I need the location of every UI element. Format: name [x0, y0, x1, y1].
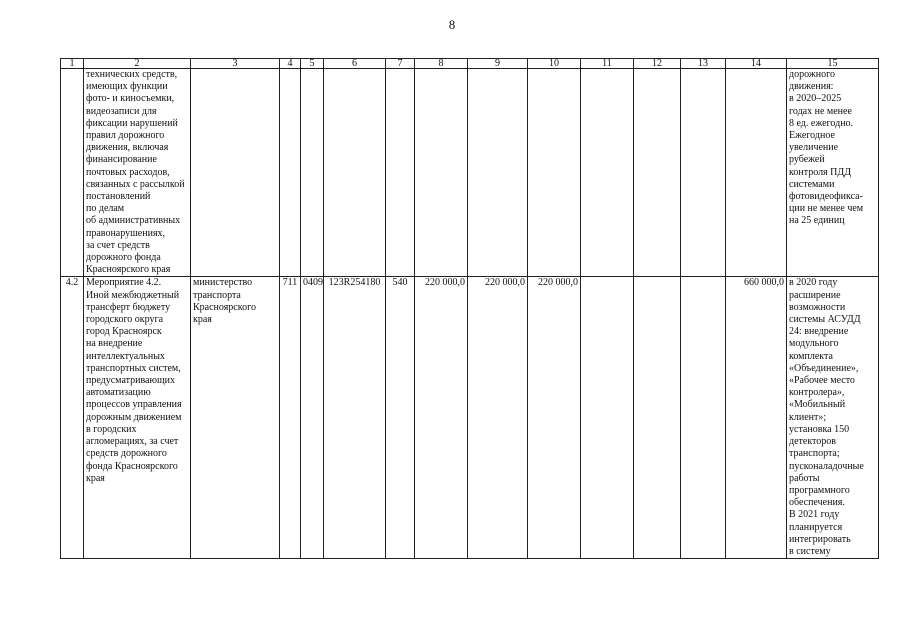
header-cell: 1: [61, 59, 84, 69]
amount-cell: 220 000,0: [528, 277, 581, 559]
header-cell: 3: [191, 59, 280, 69]
header-cell: 10: [528, 59, 581, 69]
header-cell: 15: [787, 59, 879, 69]
amount-cell: 220 000,0: [468, 277, 528, 559]
total-amount-cell: 660 000,0: [726, 277, 787, 559]
table-cell: [280, 69, 301, 277]
budget-table: [60, 58, 879, 559]
header-cell: 2: [84, 59, 191, 69]
header-cell: 12: [634, 59, 681, 69]
header-cell: 9: [468, 59, 528, 69]
table-cell: [726, 69, 787, 277]
amount-cell: [581, 277, 634, 559]
header-cell: 13: [681, 59, 726, 69]
measure-description-cell: Мероприятие 4.2. Иной межбюджетный трансферт бюджету городского округа город Красноярск на внедрение интеллектуальных транспортных систем, предусматривающих автоматизацию процессов управления дорожным движением в городских агломерациях, за счет средств дорожного фонда Красноярского края: [84, 277, 191, 559]
table-cell: [191, 69, 280, 277]
table-cell: [528, 69, 581, 277]
table-row: [61, 69, 879, 277]
table-cell: [386, 69, 415, 277]
code-cell: 711: [280, 277, 301, 559]
table-cell: [324, 69, 386, 277]
table-cell: [61, 69, 84, 277]
table-cell: [681, 69, 726, 277]
table-cell: [415, 69, 468, 277]
amount-cell: [634, 277, 681, 559]
header-cell: 4: [280, 59, 301, 69]
amount-cell: [681, 277, 726, 559]
amount-cell: 220 000,0: [415, 277, 468, 559]
table-row: [61, 277, 879, 559]
header-cell: 8: [415, 59, 468, 69]
code-cell: 0409: [301, 277, 324, 559]
header-cell: 11: [581, 59, 634, 69]
result-description-cell: дорожного движения: в 2020–2025 годах не менее 8 ед. ежегодно. Ежегодное увеличение рубежей контроля ПДД системами фотовидеофикса- ции не менее чем на 25 единиц: [787, 69, 879, 277]
result-description-cell: в 2020 году расширение возможности системы АСУДД 24: внедрение модульного комплекта «Объединение», «Рабочее место контролера», «Мобильный клиент»; установка 150 детекторов транспорта; пусконаладочные работы программного обеспечения. В 2021 году планируется интегрировать в систему: [787, 277, 879, 559]
table-cell: [301, 69, 324, 277]
header-cell: 5: [301, 59, 324, 69]
header-cell: 14: [726, 59, 787, 69]
header-cell: 7: [386, 59, 415, 69]
row-number-cell: 4.2: [61, 277, 84, 559]
measure-description-cell: технических средств, имеющих функции фото- и киносъемки, видеозаписи для фиксации нарушений правил дорожного движения, включая финансирование почтовых расходов, связанных с рассылкой постановлений по делам об административных правонарушениях, за счет средств дорожного фонда Красноярского края: [84, 69, 191, 277]
responsible-cell: министерство транспорта Красноярского края: [191, 277, 280, 559]
page-number: 8: [448, 17, 456, 32]
code-cell: 540: [386, 277, 415, 559]
header-cell: 6: [324, 59, 386, 69]
table-cell: [581, 69, 634, 277]
header-row: [61, 59, 879, 69]
table-cell: [634, 69, 681, 277]
code-cell: 123R254180: [324, 277, 386, 559]
table-cell: [468, 69, 528, 277]
